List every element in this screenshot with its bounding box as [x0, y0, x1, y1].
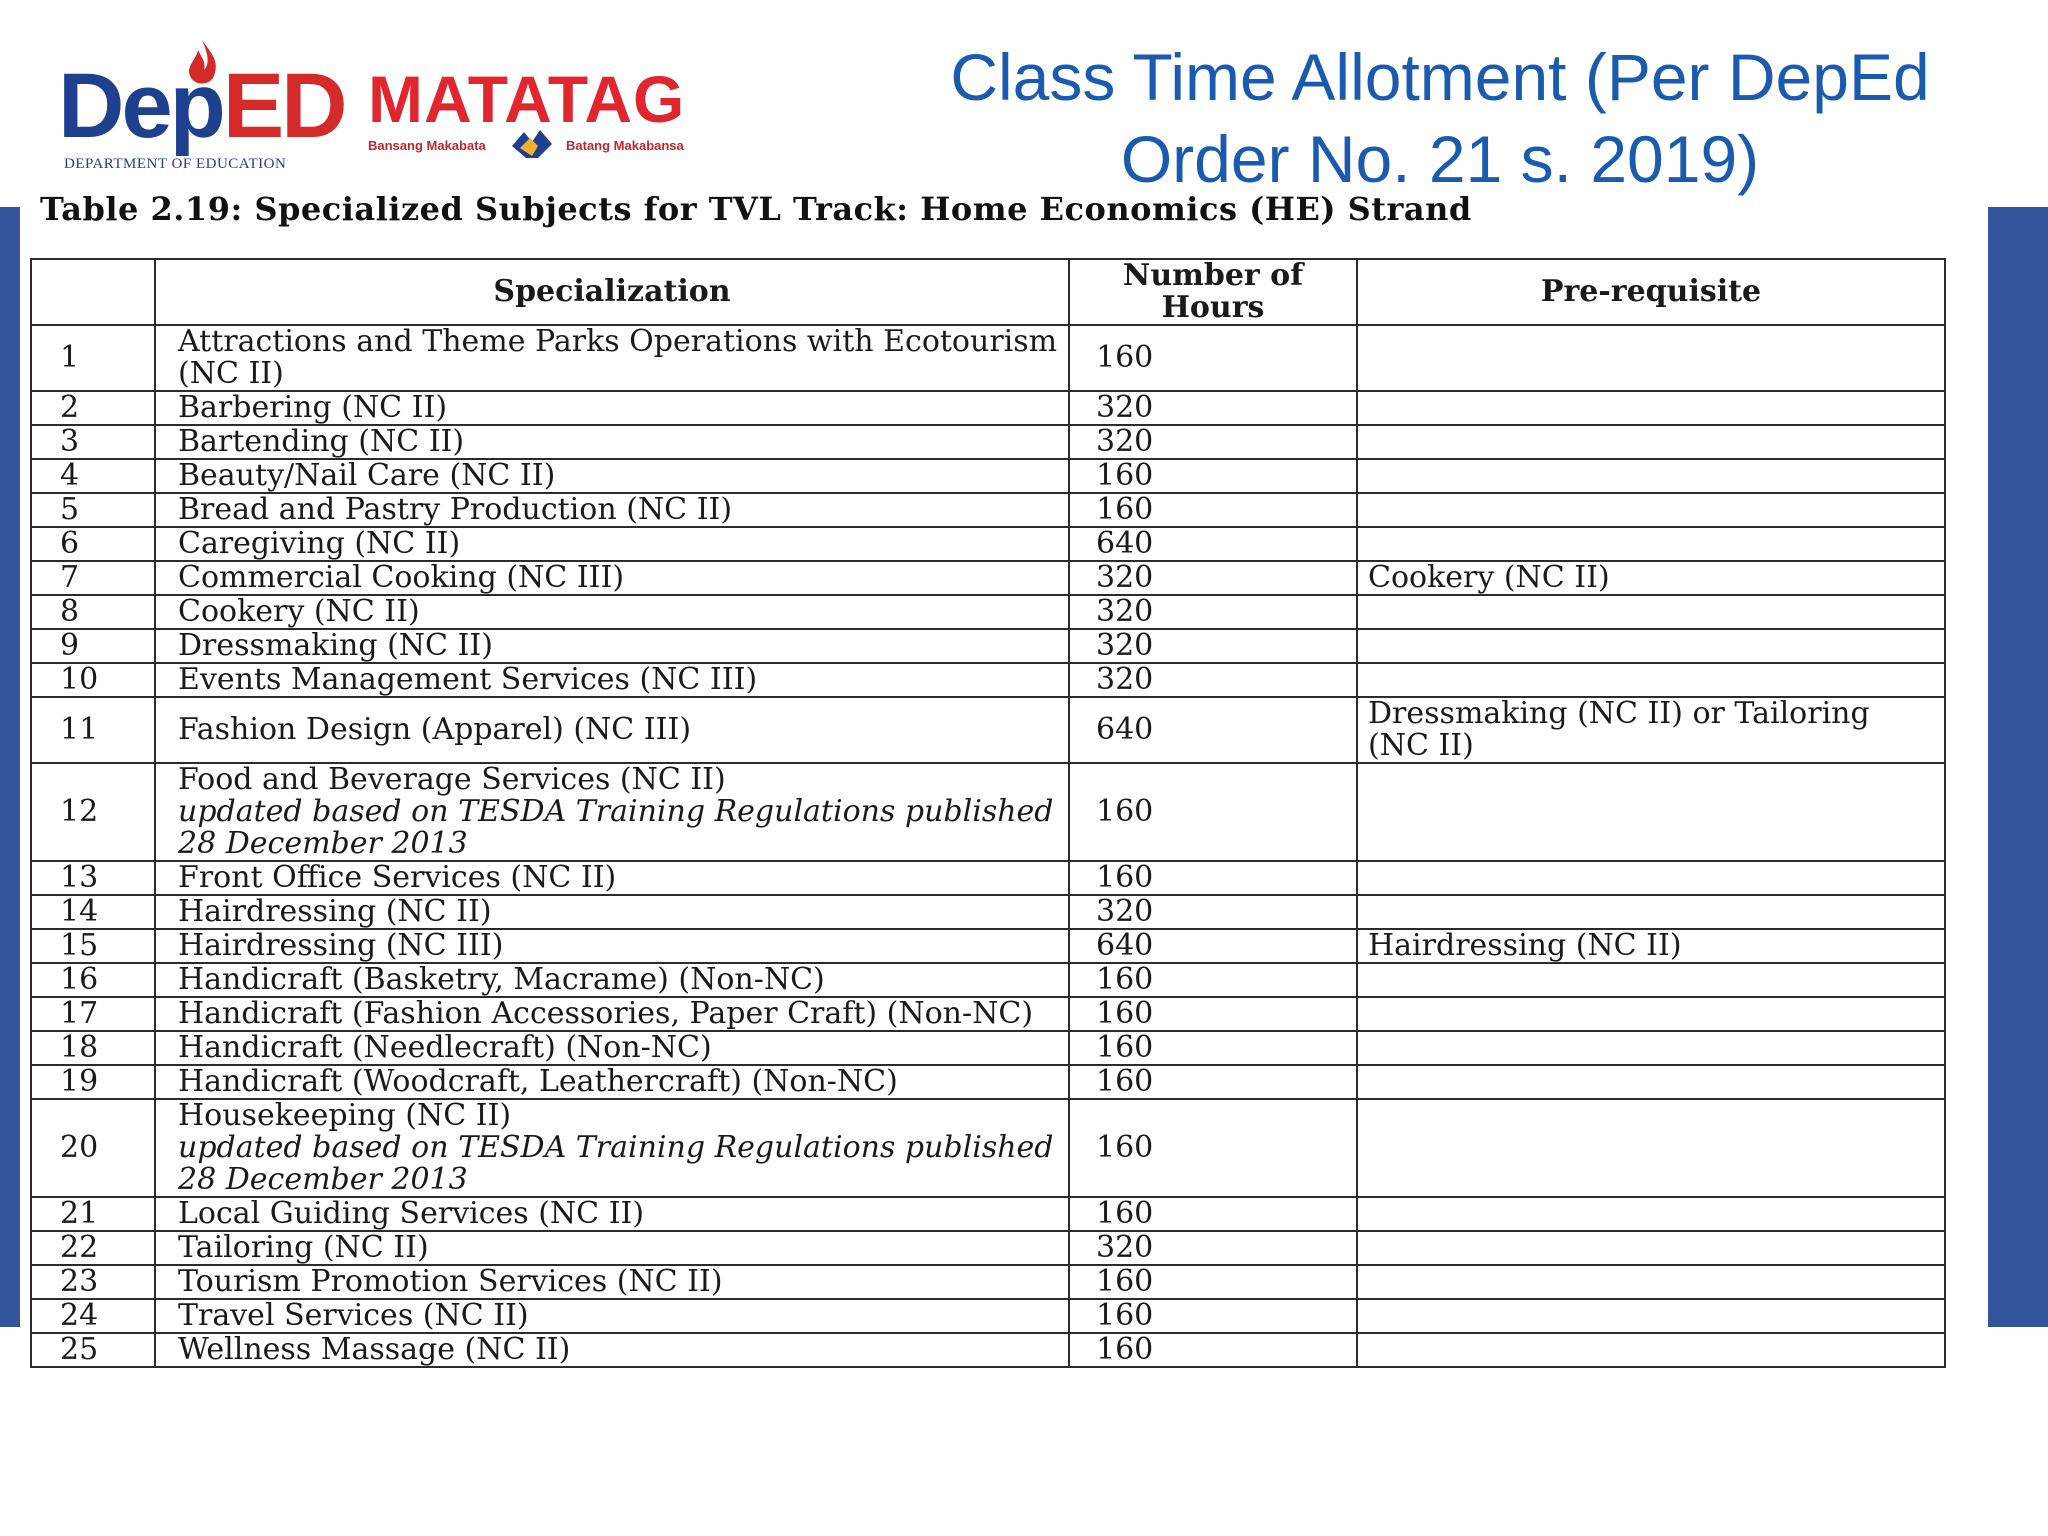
specialization-name: Caregiving (NC II) — [178, 526, 461, 561]
specialization-name: Bartending (NC II) — [178, 424, 465, 459]
row-prerequisite — [1357, 997, 1945, 1031]
row-specialization — [155, 1333, 1069, 1367]
specialization-name: Housekeeping (NC II) — [178, 1098, 512, 1133]
hands-emblem-icon — [508, 126, 556, 160]
row-prerequisite — [1357, 1299, 1945, 1333]
table-row — [31, 1099, 1945, 1197]
table-row — [31, 1265, 1945, 1299]
row-prerequisite — [1357, 1031, 1945, 1065]
header-hours — [1069, 259, 1357, 325]
row-hours: 160 — [1069, 861, 1357, 895]
row-hours: 320 — [1069, 663, 1357, 697]
row-number: 25 — [31, 1333, 155, 1367]
row-specialization — [155, 325, 1069, 391]
deped-wordmark — [58, 55, 345, 157]
specialization-name: Dressmaking (NC II) — [178, 628, 493, 663]
row-number: 4 — [31, 459, 155, 493]
specialization-name: Handicraft (Basketry, Macrame) (Non-NC) — [178, 962, 825, 997]
row-hours: 160 — [1069, 1099, 1357, 1197]
row-prerequisite — [1357, 391, 1945, 425]
specialization-name: Tailoring (NC II) — [178, 1230, 429, 1265]
row-specialization — [155, 997, 1069, 1031]
specialization-name: Handicraft (Woodcraft, Leathercraft) (Non-NC) — [178, 1064, 898, 1099]
table-row — [31, 1197, 1945, 1231]
row-number: 13 — [31, 861, 155, 895]
row-number: 1 — [31, 325, 155, 391]
row-hours: 320 — [1069, 425, 1357, 459]
deped-wordmark-dep: Dep — [58, 55, 223, 157]
row-specialization — [155, 425, 1069, 459]
specialization-name: Tourism Promotion Services (NC II) — [178, 1264, 723, 1299]
table-row — [31, 1231, 1945, 1265]
row-hours: 160 — [1069, 1065, 1357, 1099]
row-number: 24 — [31, 1299, 155, 1333]
row-specialization — [155, 459, 1069, 493]
slide-title — [880, 36, 2000, 200]
deped-subtitle-left: DEPARTMENT — [64, 156, 168, 172]
table-row — [31, 861, 1945, 895]
table-row — [31, 629, 1945, 663]
row-number: 22 — [31, 1231, 155, 1265]
row-hours: 640 — [1069, 697, 1357, 763]
table-row — [31, 763, 1945, 861]
deped-wordmark-ed: ED — [222, 55, 345, 157]
header-hours-line-2: Hours — [1161, 290, 1265, 325]
header-specialization: Specialization — [155, 259, 1069, 325]
row-number: 20 — [31, 1099, 155, 1197]
row-specialization — [155, 1299, 1069, 1333]
specialization-name: Wellness Massage (NC II) — [178, 1332, 571, 1367]
specialization-name: Beauty/Nail Care (NC II) — [178, 458, 556, 493]
row-specialization — [155, 1031, 1069, 1065]
matatag-logo — [368, 62, 708, 176]
row-number: 14 — [31, 895, 155, 929]
deped-logo — [58, 38, 345, 178]
table-row — [31, 663, 1945, 697]
table-row — [31, 425, 1945, 459]
table-header-row — [31, 259, 1945, 325]
row-prerequisite — [1357, 325, 1945, 391]
row-number: 23 — [31, 1265, 155, 1299]
row-hours: 160 — [1069, 1299, 1357, 1333]
row-hours: 160 — [1069, 997, 1357, 1031]
header-prerequisite: Pre-requisite — [1357, 259, 1945, 325]
row-hours: 160 — [1069, 1333, 1357, 1367]
row-number: 3 — [31, 425, 155, 459]
specialization-name: Fashion Design (Apparel) (NC III) — [178, 712, 692, 747]
specialization-name: Local Guiding Services (NC II) — [178, 1196, 645, 1231]
row-specialization — [155, 595, 1069, 629]
deped-subtitle — [64, 156, 286, 173]
row-hours: 320 — [1069, 595, 1357, 629]
row-prerequisite — [1357, 861, 1945, 895]
row-prerequisite — [1357, 629, 1945, 663]
row-prerequisite — [1357, 763, 1945, 861]
row-hours: 320 — [1069, 1231, 1357, 1265]
row-number: 2 — [31, 391, 155, 425]
specialization-name: Barbering (NC II) — [178, 390, 448, 425]
row-specialization — [155, 697, 1069, 763]
row-number: 21 — [31, 1197, 155, 1231]
row-prerequisite: Cookery (NC II) — [1357, 561, 1945, 595]
table-row — [31, 325, 1945, 391]
row-specialization — [155, 963, 1069, 997]
row-prerequisite — [1357, 595, 1945, 629]
row-specialization — [155, 391, 1069, 425]
specialization-name: Handicraft (Fashion Accessories, Paper Craft) (Non-NC) — [178, 996, 1034, 1031]
specialization-name: Bread and Pastry Production (NC II) — [178, 492, 733, 527]
specialization-name: Handicraft (Needlecraft) (Non-NC) — [178, 1030, 712, 1065]
row-hours: 160 — [1069, 459, 1357, 493]
row-specialization — [155, 1265, 1069, 1299]
row-hours: 160 — [1069, 1197, 1357, 1231]
table-row — [31, 963, 1945, 997]
row-hours: 160 — [1069, 493, 1357, 527]
row-prerequisite — [1357, 1265, 1945, 1299]
matatag-tagline-right: Batang Makabansa — [566, 138, 684, 153]
specialization-name: Attractions and Theme Parks Operations with Ecotourism (NC II) — [178, 324, 1058, 391]
table-row — [31, 391, 1945, 425]
table-row — [31, 1031, 1945, 1065]
row-specialization — [155, 493, 1069, 527]
row-prerequisite — [1357, 527, 1945, 561]
row-specialization — [155, 527, 1069, 561]
specialization-name: Food and Beverage Services (NC II) — [178, 762, 726, 797]
matatag-tagline-left: Bansang Makabata — [368, 138, 486, 153]
row-prerequisite — [1357, 425, 1945, 459]
row-hours: 160 — [1069, 1265, 1357, 1299]
header-hours-line-1: Number of — [1122, 258, 1304, 293]
table-row — [31, 595, 1945, 629]
row-prerequisite — [1357, 895, 1945, 929]
row-specialization — [155, 929, 1069, 963]
specialization-name: Travel Services (NC II) — [178, 1298, 529, 1333]
row-specialization — [155, 561, 1069, 595]
row-number: 7 — [31, 561, 155, 595]
slide-title-line-2: Order No. 21 s. 2019) — [1120, 122, 1760, 196]
deped-subtitle-right: OF EDUCATION — [171, 156, 287, 172]
row-prerequisite — [1357, 493, 1945, 527]
table-row — [31, 1299, 1945, 1333]
row-specialization — [155, 629, 1069, 663]
row-hours: 320 — [1069, 391, 1357, 425]
row-specialization — [155, 763, 1069, 861]
table-row — [31, 561, 1945, 595]
specialization-table — [30, 258, 1946, 1368]
table-row — [31, 895, 1945, 929]
row-specialization — [155, 1065, 1069, 1099]
row-hours: 160 — [1069, 963, 1357, 997]
table-row — [31, 697, 1945, 763]
table-row — [31, 1333, 1945, 1367]
row-prerequisite — [1357, 1197, 1945, 1231]
specialization-name: Hairdressing (NC II) — [178, 894, 492, 929]
row-prerequisite — [1357, 663, 1945, 697]
row-prerequisite — [1357, 459, 1945, 493]
row-number: 10 — [31, 663, 155, 697]
row-hours: 320 — [1069, 629, 1357, 663]
slide-title-line-1: Class Time Allotment (Per DepEd — [950, 40, 1930, 114]
table-row — [31, 527, 1945, 561]
table-row — [31, 997, 1945, 1031]
row-specialization — [155, 861, 1069, 895]
row-hours: 640 — [1069, 527, 1357, 561]
table-row — [31, 459, 1945, 493]
row-hours: 160 — [1069, 763, 1357, 861]
row-specialization — [155, 1099, 1069, 1197]
right-accent-bar — [1988, 207, 2048, 1327]
row-prerequisite — [1357, 1099, 1945, 1197]
specialization-note: updated based on TESDA Training Regulations published 28 December 2013 — [178, 1130, 1054, 1197]
header-number — [31, 259, 155, 325]
row-number: 17 — [31, 997, 155, 1031]
row-hours: 320 — [1069, 561, 1357, 595]
row-number: 5 — [31, 493, 155, 527]
specialization-name: Front Office Services (NC II) — [178, 860, 617, 895]
row-prerequisite: Dressmaking (NC II) or Tailoring (NC II) — [1357, 697, 1945, 763]
row-number: 8 — [31, 595, 155, 629]
table-caption: Table 2.19: Specialized Subjects for TVL Track: Home Economics (HE) Strand — [40, 190, 1472, 228]
specialization-name: Cookery (NC II) — [178, 594, 420, 629]
row-specialization — [155, 1231, 1069, 1265]
row-specialization — [155, 895, 1069, 929]
row-prerequisite — [1357, 1065, 1945, 1099]
row-hours: 640 — [1069, 929, 1357, 963]
row-prerequisite — [1357, 1333, 1945, 1367]
specialization-note: updated based on TESDA Training Regulations published 28 December 2013 — [178, 794, 1054, 861]
row-number: 6 — [31, 527, 155, 561]
row-prerequisite — [1357, 963, 1945, 997]
left-accent-bar — [0, 207, 20, 1327]
row-hours: 160 — [1069, 1031, 1357, 1065]
row-number: 19 — [31, 1065, 155, 1099]
specialization-name: Hairdressing (NC III) — [178, 928, 504, 963]
row-number: 15 — [31, 929, 155, 963]
row-prerequisite: Hairdressing (NC II) — [1357, 929, 1945, 963]
specialization-name: Commercial Cooking (NC III) — [178, 560, 625, 595]
table-body — [31, 325, 1945, 1367]
row-specialization — [155, 663, 1069, 697]
row-prerequisite — [1357, 1231, 1945, 1265]
row-specialization — [155, 1197, 1069, 1231]
matatag-wordmark: MATATAG — [368, 62, 686, 136]
row-number: 18 — [31, 1031, 155, 1065]
row-number: 16 — [31, 963, 155, 997]
row-number: 11 — [31, 697, 155, 763]
table-row — [31, 1065, 1945, 1099]
row-hours: 320 — [1069, 895, 1357, 929]
row-number: 9 — [31, 629, 155, 663]
row-number: 12 — [31, 763, 155, 861]
specialization-name: Events Management Services (NC III) — [178, 662, 758, 697]
row-hours: 160 — [1069, 325, 1357, 391]
table-row — [31, 493, 1945, 527]
table-row — [31, 929, 1945, 963]
